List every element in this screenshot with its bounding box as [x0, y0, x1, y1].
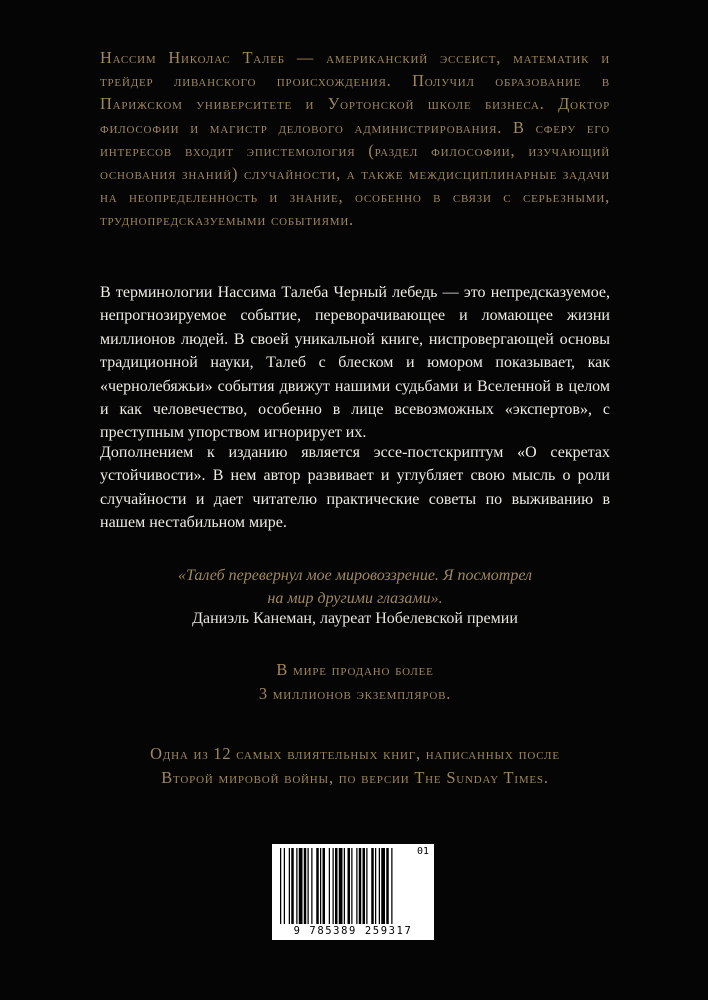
barcode-addon: 01: [416, 846, 429, 857]
sales-claim-line-1: В мире продано более: [276, 660, 434, 679]
author-bio: Нассим Николас Талеб — американский эссеист, математик и трейдер ливанского происхождения. Получил образование в Парижском университете и Уортонской школе бизнеса. Доктор философии и магистр делового администрирования. В сферу его интересов входит эпистемология (раздел философии, изучающий основания знаний) случайности, а также междисциплинарные задачи на неопределенность и знание, особенно в связи с серьезными, труднопредсказуемыми событиями.: [100, 48, 610, 230]
sales-claim: [100, 658, 610, 705]
book-description-paragraph-2: Дополнением к изданию является эссе-постскриптум «О секретах устойчивости». В нем автор развивает и углубляет свою мысль о роли случайности и дает читателю практические советы по выживанию в нашем нестабильном мире.: [100, 444, 610, 532]
isbn-barcode: [272, 844, 434, 940]
review-quote-line-2: на мир другими глазами».: [267, 590, 443, 607]
barcode-number: 9 785389 259317: [272, 925, 434, 937]
sales-claim-line-2: 3 миллионов экземпляров.: [258, 683, 452, 703]
ranking-claim-line-2: Второй мировой войны, по версии The Sunday Times.: [161, 767, 549, 787]
book-description-paragraph-1: В терминологии Нассима Талеба Черный лебедь — это непредсказуемое, непрогнозируемое событие, переворачивающее и ломающее жизни миллионов людей. В своей уникальной книге, ниспровергающей основы традиционной науки, Талеб с блеском и юмором показывает, как «чернолебяжьи» события движут нашими судьбами и Вселенной в целом и как человечество, особенно в лице всевозможных «экспертов», с преступным упорством игнорирует их.: [100, 284, 610, 442]
ranking-claim-line-1: Одна из 12 самых влиятельных книг, написанных после: [150, 744, 560, 763]
ranking-claim: [100, 742, 610, 789]
review-quote-line-1: «Талеб перевернул мое мировоззрение. Я посмотрел: [178, 567, 532, 584]
review-quote: [100, 564, 610, 610]
review-quote-author: Даниэль Канеман, лауреат Нобелевской премии: [192, 610, 518, 627]
